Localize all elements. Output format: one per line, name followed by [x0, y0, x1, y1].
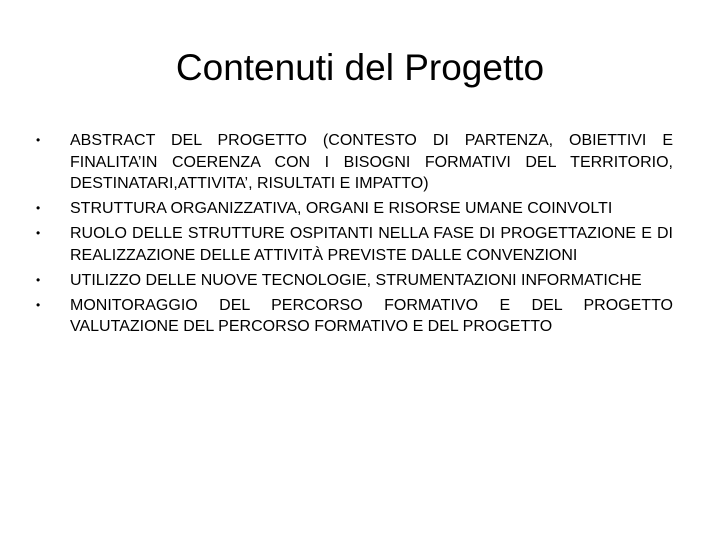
- bullet-dot-icon: •: [36, 272, 41, 287]
- list-item: [36, 270, 673, 292]
- bullet-dot-icon: •: [36, 297, 41, 312]
- bullet-text: RUOLO DELLE STRUTTURE OSPITANTI NELLA FASE DI PROGETTAZIONE E DI REALIZZAZIONE DELLE ATTIVITÀ PREVISTE DALLE CONVENZIONI: [70, 225, 673, 264]
- bullet-text: UTILIZZO DELLE NUOVE TECNOLOGIE, STRUMENTAZIONI INFORMATICHE: [70, 271, 642, 289]
- list-item: [36, 223, 673, 266]
- bullet-list: [36, 130, 673, 341]
- bullet-text: MONITORAGGIO DEL PERCORSO FORMATIVO E DEL PROGETTO VALUTAZIONE DEL PERCORSO FORMATIVO E DEL PROGETTO: [70, 296, 673, 336]
- bullet-dot-icon: •: [36, 226, 41, 241]
- bullet-text: STRUTTURA ORGANIZZATIVA, ORGANI E RISORSE UMANE COINVOLTI: [70, 200, 613, 218]
- bullet-dot-icon: •: [36, 201, 41, 216]
- list-item: [36, 295, 673, 338]
- list-item: [36, 130, 673, 195]
- list-item: [36, 198, 673, 220]
- bullet-dot-icon: •: [36, 133, 41, 147]
- bullet-text: ABSTRACT DEL PROGETTO (CONTESTO DI PARTENZA, OBIETTIVI E FINALITA’IN COERENZA CON I BISOGNI FORMATIVI DEL TERRITORIO, DESTINATARI,ATTIVITA’, RISULTATI E IMPATTO): [70, 132, 673, 193]
- slide-title: Contenuti del Progetto: [175, 47, 545, 88]
